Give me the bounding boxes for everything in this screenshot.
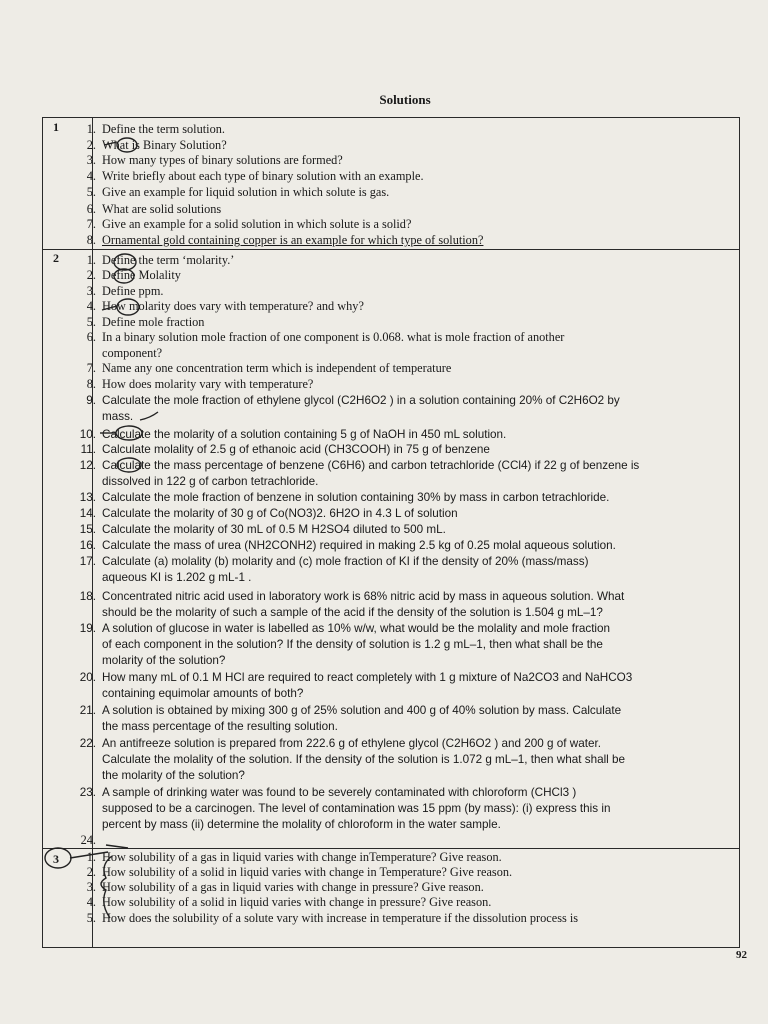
circle-mark-q1-2 xyxy=(117,138,137,152)
question-2-22-continued-2: the molarity of the solution? xyxy=(102,769,245,782)
question-1-7: 7. Give an example for a solid solution in which solute is a solid? xyxy=(86,217,412,231)
question-2-9-continued: mass. xyxy=(102,410,134,423)
circle-mark-section-3 xyxy=(45,848,71,868)
question-2-12-continued: dissolved in 122 g of carbon tetrachloride. xyxy=(102,475,319,488)
question-3-2: 2. How solubility of a solid in liquid varies with change in Temperature? Give reason. xyxy=(86,865,513,879)
question-2-23-continued: supposed to be a carcinogen. The level of contamination was 15 ppm (by mass): (i) express this in xyxy=(102,802,611,815)
question-2-1: 1. Define the term ‘molarity.’ xyxy=(86,253,235,267)
question-2-22-continued: Calculate the molality of the solution. If the density of the solution is 1.072 g mL–1, then what shall be xyxy=(102,753,626,766)
question-2-18: 18. Concentrated nitric acid used in laboratory work is 68% nitric acid by mass in aqueous solution. What xyxy=(79,590,625,603)
question-2-9: 9. Calculate the mole fraction of ethylene glycol (C2H6O2 ) in a solution containing 20% of C2H6O2 by xyxy=(86,394,620,407)
question-2-20: 20. How many mL of 0.1 M HCl are required to react completely with 1 g mixture of Na2CO3 and NaHCO3 xyxy=(79,671,633,684)
question-2-7: 7. Name any one concentration term which is independent of temperature xyxy=(86,361,452,375)
question-3-4: 4. How solubility of a solid in liquid varies with change in pressure? Give reason. xyxy=(86,895,492,909)
question-2-5: 5. Define mole fraction xyxy=(86,315,205,329)
question-2-2: 2. Define Molality xyxy=(86,268,181,282)
question-1-3: 3. How many types of binary solutions are formed? xyxy=(86,153,343,167)
question-2-14: 14. Calculate the molarity of 30 g of Co(NO3)2. 6H2O in 4.3 L of solution xyxy=(79,507,458,520)
question-1-4: 4. Write briefly about each type of binary solution with an example. xyxy=(86,169,424,183)
circle-mark-q2-4 xyxy=(117,299,139,315)
question-2-6: 6. In a binary solution mole fraction of one component is 0.068. what is mole fraction of another xyxy=(86,330,565,344)
question-2-3: 3. Define ppm. xyxy=(86,284,164,298)
question-2-21-continued: the mass percentage of the resulting solution. xyxy=(102,720,338,733)
question-2-20-continued: containing equimolar amounts of both? xyxy=(102,687,304,700)
underline-mark-mass xyxy=(140,412,158,420)
question-2-13: 13. Calculate the mole fraction of benzene in solution containing 30% by mass in carbon tetrachloride. xyxy=(79,491,610,504)
question-2-23: 23. A sample of drinking water was found to be severely contaminated with chloroform (CHCl3 ) xyxy=(79,786,577,799)
question-2-16: 16. Calculate the mass of urea (NH2CONH2) required in making 2.5 kg of 0.25 molal aqueous solution. xyxy=(79,539,616,552)
question-2-11: 11. Calculate molality of 2.5 g of ethanoic acid (CH3COOH) in 75 g of benzene xyxy=(80,443,490,456)
question-3-3: 3. How solubility of a gas in liquid varies with change in pressure? Give reason. xyxy=(86,880,484,894)
question-2-24: 24. xyxy=(80,833,96,847)
question-2-6-continued: component? xyxy=(102,346,163,360)
section-number-1: 1 xyxy=(53,120,59,134)
question-2-15: 15. Calculate the molarity of 30 mL of 0.5 M H2SO4 diluted to 500 mL. xyxy=(79,523,446,536)
brace-mark-section-3 xyxy=(101,856,112,918)
page-number: 92 xyxy=(736,949,747,961)
question-3-1: 1. How solubility of a gas in liquid varies with change inTemperature? Give reason. xyxy=(86,850,502,864)
question-2-17-continued: aqueous KI is 1.202 g mL-1 . xyxy=(102,571,252,584)
section-number-3: 3 xyxy=(53,852,59,866)
question-1-6: 6. What are solid solutions xyxy=(86,202,222,216)
question-2-12: 12. Calculate the mass percentage of benzene (C6H6) and carbon tetrachloride (CCl4) if 22 g of benzene is xyxy=(79,459,640,472)
circle-mark-q2-1 xyxy=(114,254,136,270)
question-1-5: 5. Give an example for liquid solution in which solute is gas. xyxy=(86,185,390,199)
question-1-8: 8. Ornamental gold containing copper is an example for which type of solution? xyxy=(86,233,484,247)
tick-mark-q2-4 xyxy=(102,306,117,310)
question-2-8: 8. How does molarity vary with temperature? xyxy=(86,377,314,391)
circle-mark-q2-2 xyxy=(114,269,134,283)
question-2-23-continued-2: percent by mass (ii) determine the molality of chloroform in the water sample. xyxy=(102,818,501,831)
question-2-19-continued: of each component in the solution? If the density of solution is 1.2 g mL–1, then what shall be the xyxy=(102,638,603,651)
question-2-18-continued: should be the molarity of such a sample of the acid if the density of the solution is 1.504 g mL–1? xyxy=(102,606,603,619)
question-2-22: 22. An antifreeze solution is prepared from 222.6 g of ethylene glycol (C2H6O2 ) and 200 g of water. xyxy=(79,737,601,750)
question-3-5: 5. How does the solubility of a solute vary with increase in temperature if the dissolution process is xyxy=(86,911,579,925)
question-1-2: 2. What is Binary Solution? xyxy=(86,138,227,152)
question-1-1: 1. Define the term solution. xyxy=(86,122,225,136)
section-number-2: 2 xyxy=(53,251,59,265)
tick-mark-q2-24 xyxy=(106,845,128,848)
question-2-19: 19. A solution of glucose in water is labelled as 10% w/w, what would be the molality and mole fraction xyxy=(79,622,611,635)
page-title: Solutions xyxy=(379,92,431,107)
tick-mark-q1-2 xyxy=(104,142,117,145)
question-2-21: 21. A solution is obtained by mixing 300 g of 25% solution and 400 g of 40% solution by mass. Calculate xyxy=(79,704,622,717)
question-2-10: 10. Calculate the molarity of a solution containing 5 g of NaOH in 450 mL solution. xyxy=(79,428,507,441)
arrow-mark-section-3 xyxy=(70,852,108,858)
question-2-4: 4. How molarity does vary with temperature? and why? xyxy=(86,299,364,313)
circle-mark-q2-10 xyxy=(116,426,142,440)
question-2-17: 17. Calculate (a) molality (b) molarity and (c) mole fraction of KI if the density of 20% (mass/mass) xyxy=(79,555,589,568)
question-2-19-continued-2: molarity of the solution? xyxy=(102,654,226,667)
circle-mark-q2-12 xyxy=(117,458,141,472)
